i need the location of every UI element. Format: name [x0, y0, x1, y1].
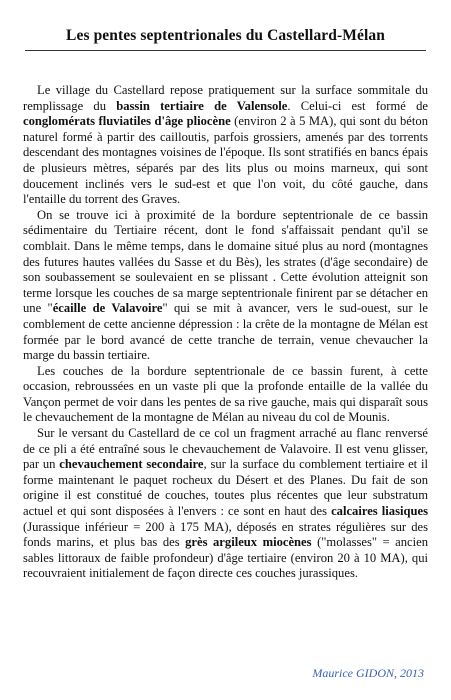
- bold-term: conglomérats fluviatiles d'âge pliocène: [23, 114, 231, 129]
- bold-term: calcaires liasiques: [331, 504, 428, 519]
- paragraph-1: [23, 83, 428, 208]
- bold-term: grès argileux miocènes: [185, 535, 312, 550]
- text-run: , sur la surface du comblement tertiaire et il forme maintenant le paquet rocheux du Désert et des Planes. Du fait de son origine il est constitué de couches, toutes plus récentes que leur substratum actuel et qui sont disposées à l'envers : ce sont en haut des: [23, 457, 428, 519]
- text-run: Sur le versant du Castellard de ce col un fragment arraché au flanc renversé de ce pli a été entraîné sous le chevauchement de Valavoire. Il est venu glisser, par un: [23, 426, 428, 472]
- bold-term: bassin tertiaire de Valensole: [116, 98, 288, 113]
- text-run: " qui se mit à avancer, vers le sud-ouest, sur le comblement de cette ancienne dépression : la crête de la montagne de Mélan est formée par le bord avancé de cette tranche de terrain, venue chevaucher la marge du bassin tertiaire.: [23, 301, 428, 363]
- text-run: Les couches de la bordure septentrionale de ce bassin furent, à cette occasion, rebroussées en un vaste pli que la profonde entaille de la vallée du Vançon permet de voir dans les pentes de sa rive gauche, mais qui disparaît sous le chevauchement de la montagne de Mélan au niveau du col de Mounis.: [23, 363, 428, 425]
- text-run: . Celui-ci est formé de: [287, 98, 428, 113]
- paragraph-4: [23, 426, 428, 582]
- body-text: [23, 83, 428, 582]
- paragraph-3: [23, 364, 428, 426]
- text-run: (Jurassique inférieur = 200 à 175 MA), déposés en strates régulières sur des fonds marins, et plus bas des: [23, 519, 428, 550]
- author-signature: Maurice GIDON, 2013: [312, 666, 424, 680]
- bold-term: écaille de Valavoire: [52, 301, 163, 316]
- paragraph-2: [23, 208, 428, 364]
- title-divider: [25, 50, 426, 51]
- text-run: Le village du Castellard repose pratiquement sur la surface sommitale du remplissage du: [23, 83, 428, 113]
- text-run: ("molasses" = ancien sables littoraux de faible profondeur) d'âge tertiaire (environ 20 à 10 MA), qui recouvraient initialement de façon directe ces couches jurassiques.: [23, 535, 428, 581]
- text-run: (environ 2 à 5 MA), qui sont du béton naturel formé à partir des cailloutis, parfois grossiers, amenés par des torrents descendant des montagnes voisines de l'époque. Ils sont stratifiés en bancs épais de plusieurs mètres, séparés par des lits plus ou moins marneux, qui sont doucement inclinés vers le sud-est et que l'on voit, du côté gauche, dans l'entaille du torrent des Graves.: [23, 114, 428, 207]
- page-title: Les pentes septentrionales du Castellard-Mélan: [66, 27, 385, 44]
- bold-term: chevauchement secondaire: [59, 457, 204, 472]
- text-run: On se trouve ici à proximité de la bordure septentrionale de ce bassin sédimentaire du Tertiaire récent, dont le fond s'affaissait pendant qu'il se comblait. Dans le même temps, dans le domaine situé plus au nord (montagnes des futures hautes vallées du Sasse et du Bès), les strates (d'âge secondaire) de son soubassement se soulevaient en se plissant . Cette évolution atteignit son terme lorsque les couches de sa marge septentrionale finirent par se détacher en une ": [23, 207, 428, 316]
